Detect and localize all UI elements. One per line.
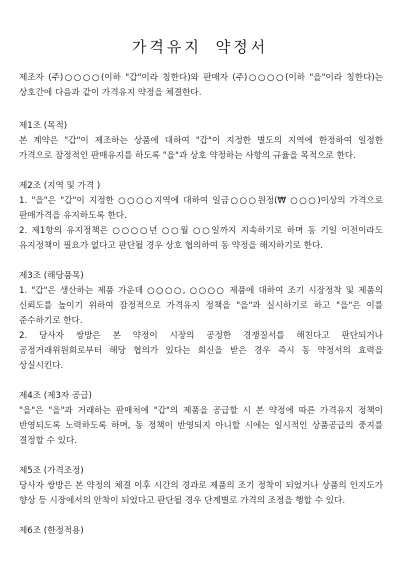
article-paragraph: 1. "을"은 "갑"이 지정한 ○○○○지역에 대하여 일금○○○원정(₩ ○○○)이상의 가격으로 판매가격을 유지하도록 한다. (19, 196, 383, 221)
intro-paragraph: 제조자 (주)○○○○(이하 "갑"이라 칭한다)와 판매자 (주)○○○○(이하 "을"이라 칭한다)는 상호간에 다음과 같이 가격유지 약정을 체결한다. (19, 73, 383, 98)
article-body (19, 134, 383, 164)
article-3 (19, 269, 383, 374)
article-body (19, 284, 383, 374)
article-heading: 제1조 (목적) (19, 121, 68, 131)
document-body (19, 71, 383, 554)
article-5 (19, 464, 383, 509)
article-paragraph: 본 계약은 "갑"이 제조하는 상품에 대하여 "갑"이 지정한 별도의 지역에 한정하여 일정한 가격으로 잠정적인 판매유지를 하도록 "을"과 상호 약정하는 사항의 규율을 목적으로 한다. (19, 136, 383, 161)
article-paragraph: 1. "갑"은 생산하는 제품 가운데 ○○○○, ○○○○ 제품에 대하여 조기 시장정착 및 제품의 신뢰도를 높이기 위하여 잠정적으로 가격유지 정책을 "을"과 실시하기로 하고 "을"은 이를 준수하기로 한다. (19, 286, 383, 326)
article-body (19, 479, 383, 509)
article-2 (19, 179, 383, 254)
article-paragraph: "을"은 "을"과 거래하는 판매처에 "갑"의 제품을 공급할 시 본 약정에 따른 가격유지 정책이 반영되도록 노력하도록 하며, 동 정책이 반영되지 아니할 시에는 일시적인 상품공급의 중지를 결정할 수 있다. (19, 406, 383, 446)
article-body (19, 404, 383, 449)
article-paragraph: 2. 제1항의 유지정책은 ○○○○년 ○○월 ○○일까지 지속하기로 하며 동 기일 이전이라도 유지정책이 필요가 없다고 판단될 경우 상호 협의하여 동 약정을 해지하기로 한다. (19, 226, 383, 251)
article-paragraph: 당사자 쌍방은 본 약정의 체결 이후 시간의 경과로 제품의 조기 정착이 되었거나 상품의 인지도가 향상 등 시장에서의 안착이 되었다고 판단될 경우 단계별로 가격의 조정을 행할 수 있다. (19, 481, 383, 506)
article-heading: 제2조 (지역 및 가격 ) (19, 181, 101, 191)
article-4 (19, 389, 383, 449)
article-heading: 제6조 (한정적용) (19, 526, 84, 536)
document-title: 가격유지 약정서 (131, 38, 269, 56)
article-1 (19, 119, 383, 164)
article-paragraph: 2. 당사자 쌍방은 본 약정이 시장의 공정한 경쟁질서를 해친다고 판단되거나 공정거래위원회로부터 해당 협의가 있다는 회신을 받은 경우 즉시 동 약정서의 효력을 상실시킨다. (19, 331, 383, 371)
article-6 (19, 524, 383, 539)
article-heading: 제5조 (가격조정) (19, 466, 84, 476)
article-heading: 제3조 (해당품목) (19, 271, 84, 281)
article-heading: 제4조 (제3자 공급) (19, 391, 92, 401)
article-body (19, 194, 383, 254)
